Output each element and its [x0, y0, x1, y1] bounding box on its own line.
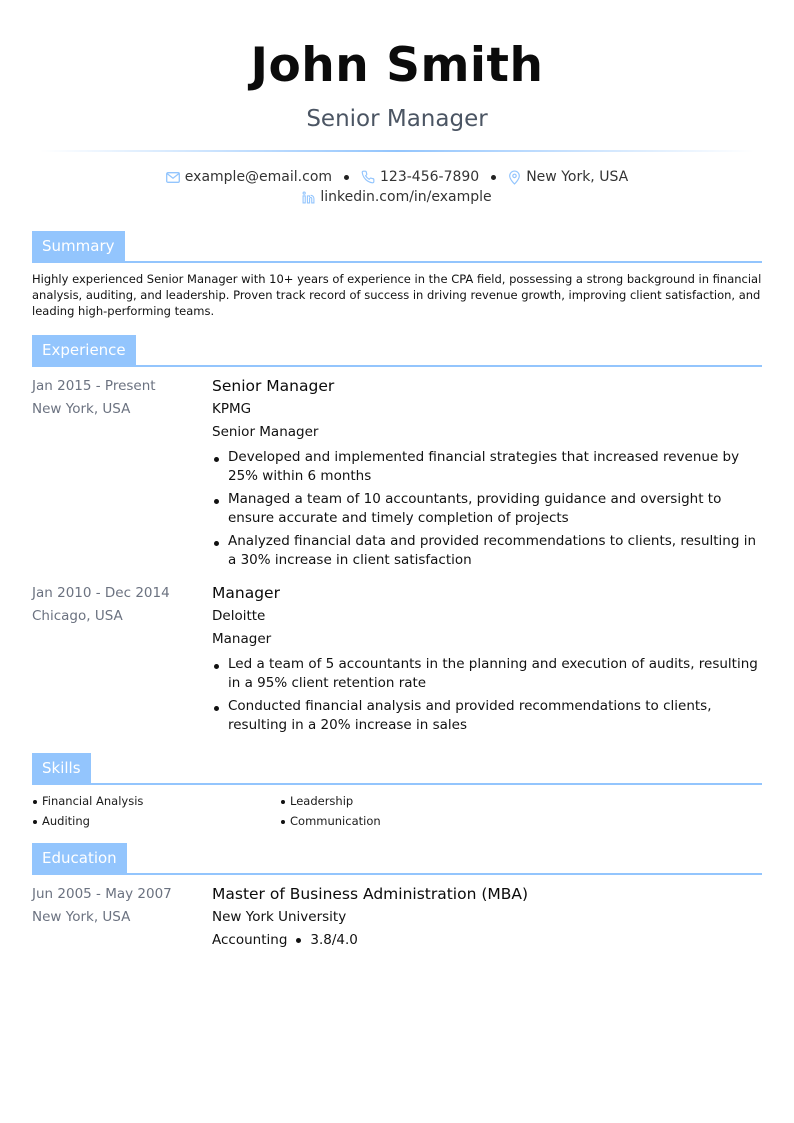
- phone-icon: [361, 170, 375, 184]
- list-item: Conducted financial analysis and provided recommendations to clients, resulting in a 20% increase in sales: [212, 697, 762, 735]
- section-header: [32, 843, 762, 875]
- mail-icon: [166, 172, 180, 183]
- field-of-study: Accounting: [212, 932, 288, 948]
- entry-location: Chicago, USA: [32, 608, 123, 624]
- school-name: New York University: [212, 909, 347, 925]
- contact-phone[interactable]: [361, 168, 479, 186]
- list-item: Led a team of 5 accountants in the planning and execution of audits, resulting in a 95% client retention rate: [212, 655, 762, 693]
- contact-linkedin[interactable]: [302, 188, 491, 206]
- summary-text: Highly experienced Senior Manager with 10+ years of experience in the CPA field, possessing a strong background in financial analysis, auditing, and leadership. Proven track record of success in driving revenue growth, improving client satisfaction, and leading high-performing teams.: [32, 272, 762, 318]
- resume-header: [0, 0, 794, 206]
- section-header: [32, 753, 762, 785]
- candidate-name: John Smith: [250, 38, 544, 93]
- linkedin-icon: [302, 191, 315, 204]
- job-company: KPMG: [212, 401, 252, 417]
- summary-section: [32, 231, 762, 319]
- entry-dates: Jun 2005 - May 2007: [32, 886, 172, 902]
- experience-section: [32, 335, 762, 735]
- section-header: [32, 335, 762, 367]
- entry-details: [212, 375, 762, 570]
- list-item: Managed a team of 10 accountants, providing guidance and oversight to ensure accurate and timely completion of projects: [212, 490, 762, 528]
- degree-title: Master of Business Administration (MBA): [212, 885, 529, 903]
- job-company: Deloitte: [212, 608, 266, 624]
- contact-row-primary: [0, 168, 794, 186]
- separator-dot: [344, 175, 349, 180]
- candidate-title: Senior Manager: [306, 106, 488, 132]
- entry-location: New York, USA: [32, 401, 131, 417]
- location-pin-icon: [508, 170, 521, 185]
- separator-dot: [491, 175, 496, 180]
- header-divider: [40, 150, 754, 152]
- job-bullets: [212, 448, 762, 570]
- entry-meta: [32, 883, 212, 952]
- skill-item: Financial Analysis: [32, 793, 280, 809]
- education-section: [32, 843, 762, 952]
- separator-dot: [296, 938, 301, 943]
- skill-item: Leadership: [280, 793, 528, 809]
- job-role: Senior Manager: [212, 424, 319, 440]
- contact-location: [508, 168, 628, 186]
- entry-dates: Jan 2010 - Dec 2014: [32, 585, 170, 601]
- section-heading: Skills: [32, 753, 91, 784]
- experience-entry: [32, 375, 762, 570]
- list-item: Analyzed financial data and provided recommendations to clients, resulting in a 30% increase in client satisfaction: [212, 532, 762, 570]
- section-heading: Education: [32, 843, 127, 874]
- list-item: Developed and implemented financial strategies that increased revenue by 25% within 6 months: [212, 448, 762, 486]
- linkedin-text: linkedin.com/in/example: [320, 189, 492, 205]
- skills-list: [32, 793, 762, 829]
- phone-text: 123-456-7890: [380, 169, 480, 185]
- job-position: Manager: [212, 584, 280, 602]
- contact-row-secondary: [0, 188, 794, 206]
- entry-meta: [32, 375, 212, 570]
- entry-meta: [32, 582, 212, 735]
- entry-details: [212, 883, 762, 952]
- section-header: [32, 231, 762, 263]
- section-heading: Summary: [32, 231, 125, 262]
- gpa: 3.8/4.0: [310, 932, 358, 948]
- skill-item: Communication: [280, 813, 528, 829]
- job-position: Senior Manager: [212, 377, 335, 395]
- job-bullets: [212, 655, 762, 735]
- location-text: New York, USA: [526, 169, 629, 185]
- entry-details: [212, 582, 762, 735]
- job-role: Manager: [212, 631, 272, 647]
- section-heading: Experience: [32, 335, 136, 366]
- skill-item: Auditing: [32, 813, 280, 829]
- skills-section: [32, 753, 762, 829]
- degree-details: [212, 929, 762, 952]
- email-text: example@email.com: [184, 169, 333, 185]
- experience-entry: [32, 582, 762, 735]
- education-entry: [32, 883, 762, 952]
- entry-dates: Jan 2015 - Present: [32, 378, 156, 394]
- contact-email[interactable]: [166, 168, 332, 186]
- entry-location: New York, USA: [32, 909, 131, 925]
